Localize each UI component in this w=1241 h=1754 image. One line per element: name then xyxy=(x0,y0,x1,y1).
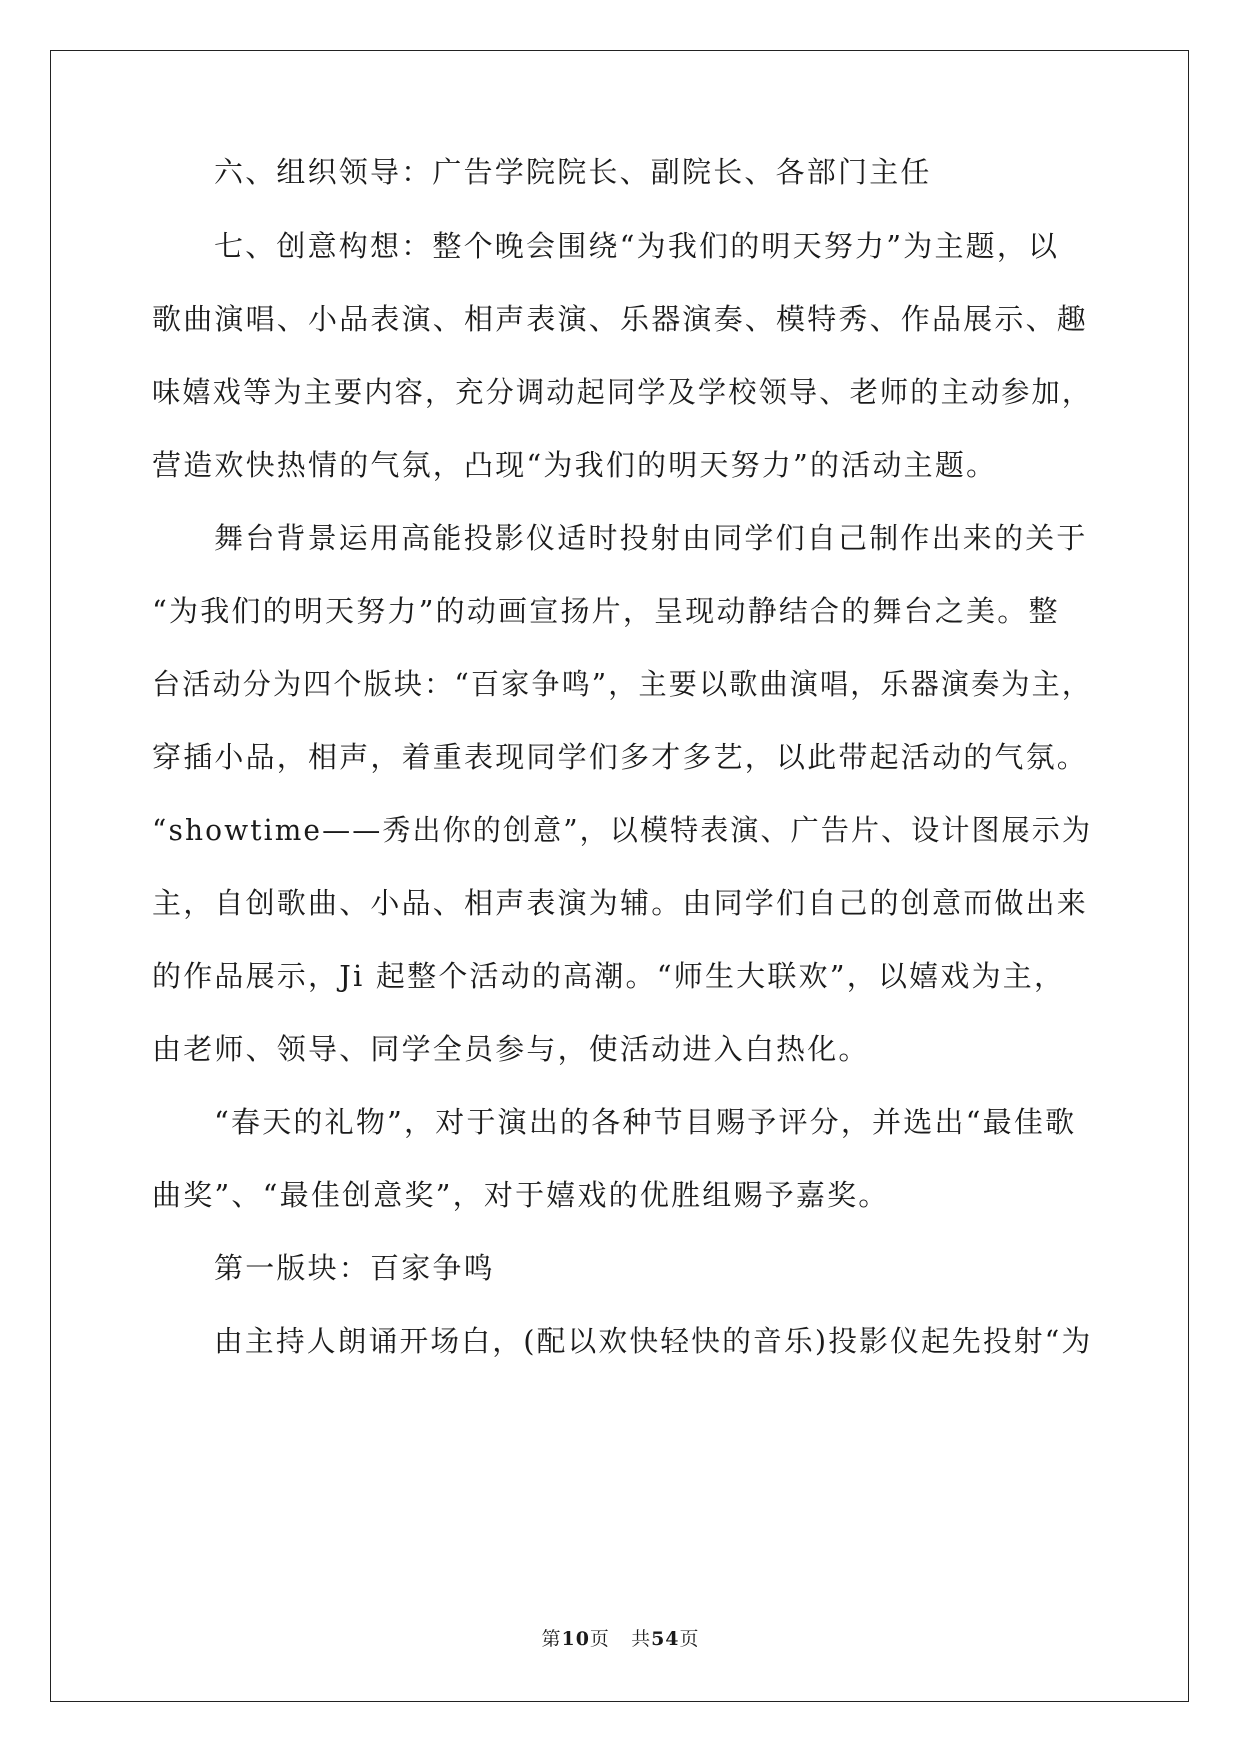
page-prefix: 第 xyxy=(541,1628,562,1650)
text-line-spring-gift: “春天的礼物”，对于演出的各种节目赐予评分，并选出“最佳歌 xyxy=(214,1105,1077,1139)
page-footer xyxy=(0,1627,1241,1651)
section-heading-first-block: 第一版块：百家争鸣 xyxy=(214,1251,495,1285)
text-line: 的作品展示，Ji 起整个活动的高潮。“师生大联欢”，以嬉戏为主， xyxy=(152,959,1066,993)
text-line: 曲奖”、“最佳创意奖”，对于嬉戏的优胜组赐予嘉奖。 xyxy=(152,1178,890,1212)
text-line-opening: 由主持人朗诵开场白，(配以欢快轻快的音乐)投影仪起先投射“为 xyxy=(214,1324,1093,1358)
text-line: “showtime——秀出你的创意”，以模特表演、广告片、设计图展示为 xyxy=(152,813,1093,847)
text-line: 台活动分为四个版块：“百家争鸣”，主要以歌曲演唱，乐器演奏为主， xyxy=(152,667,1093,701)
total-suffix: 页 xyxy=(679,1628,700,1650)
page-suffix: 页 xyxy=(589,1628,610,1650)
page-border xyxy=(50,50,1189,1702)
text-line: 穿插小品，相声，着重表现同学们多才多艺，以此带起活动的气氛。 xyxy=(152,740,1089,774)
total-pages: 54 xyxy=(651,1628,680,1650)
text-line: 由老师、领导、同学全员参与，使活动进入白热化。 xyxy=(152,1032,870,1066)
text-line-stage-background: 舞台背景运用高能投影仪适时投射由同学们自己制作出来的关于 xyxy=(214,521,1088,555)
text-line: 歌曲演唱、小品表演、相声表演、乐器演奏、模特秀、作品展示、趣 xyxy=(152,302,1089,336)
text-line: “为我们的明天努力”的动画宣扬片，呈现动静结合的舞台之美。整 xyxy=(152,594,1060,628)
text-line: 主，自创歌曲、小品、相声表演为辅。由同学们自己的创意而做出来 xyxy=(152,886,1089,920)
text-line-creative-concept: 七、创意构想：整个晚会围绕“为我们的明天努力”为主题，以 xyxy=(214,229,1060,263)
text-line: 味嬉戏等为主要内容，充分调动起同学及学校领导、老师的主动参加， xyxy=(152,375,1093,409)
page-number: 10 xyxy=(561,1628,590,1650)
text-line-org-leaders: 六、组织领导：广告学院院长、副院长、各部门主任 xyxy=(214,155,932,189)
total-prefix: 共 xyxy=(631,1628,652,1650)
text-line: 营造欢快热情的气氛，凸现“为我们的明天努力”的活动主题。 xyxy=(152,448,998,482)
